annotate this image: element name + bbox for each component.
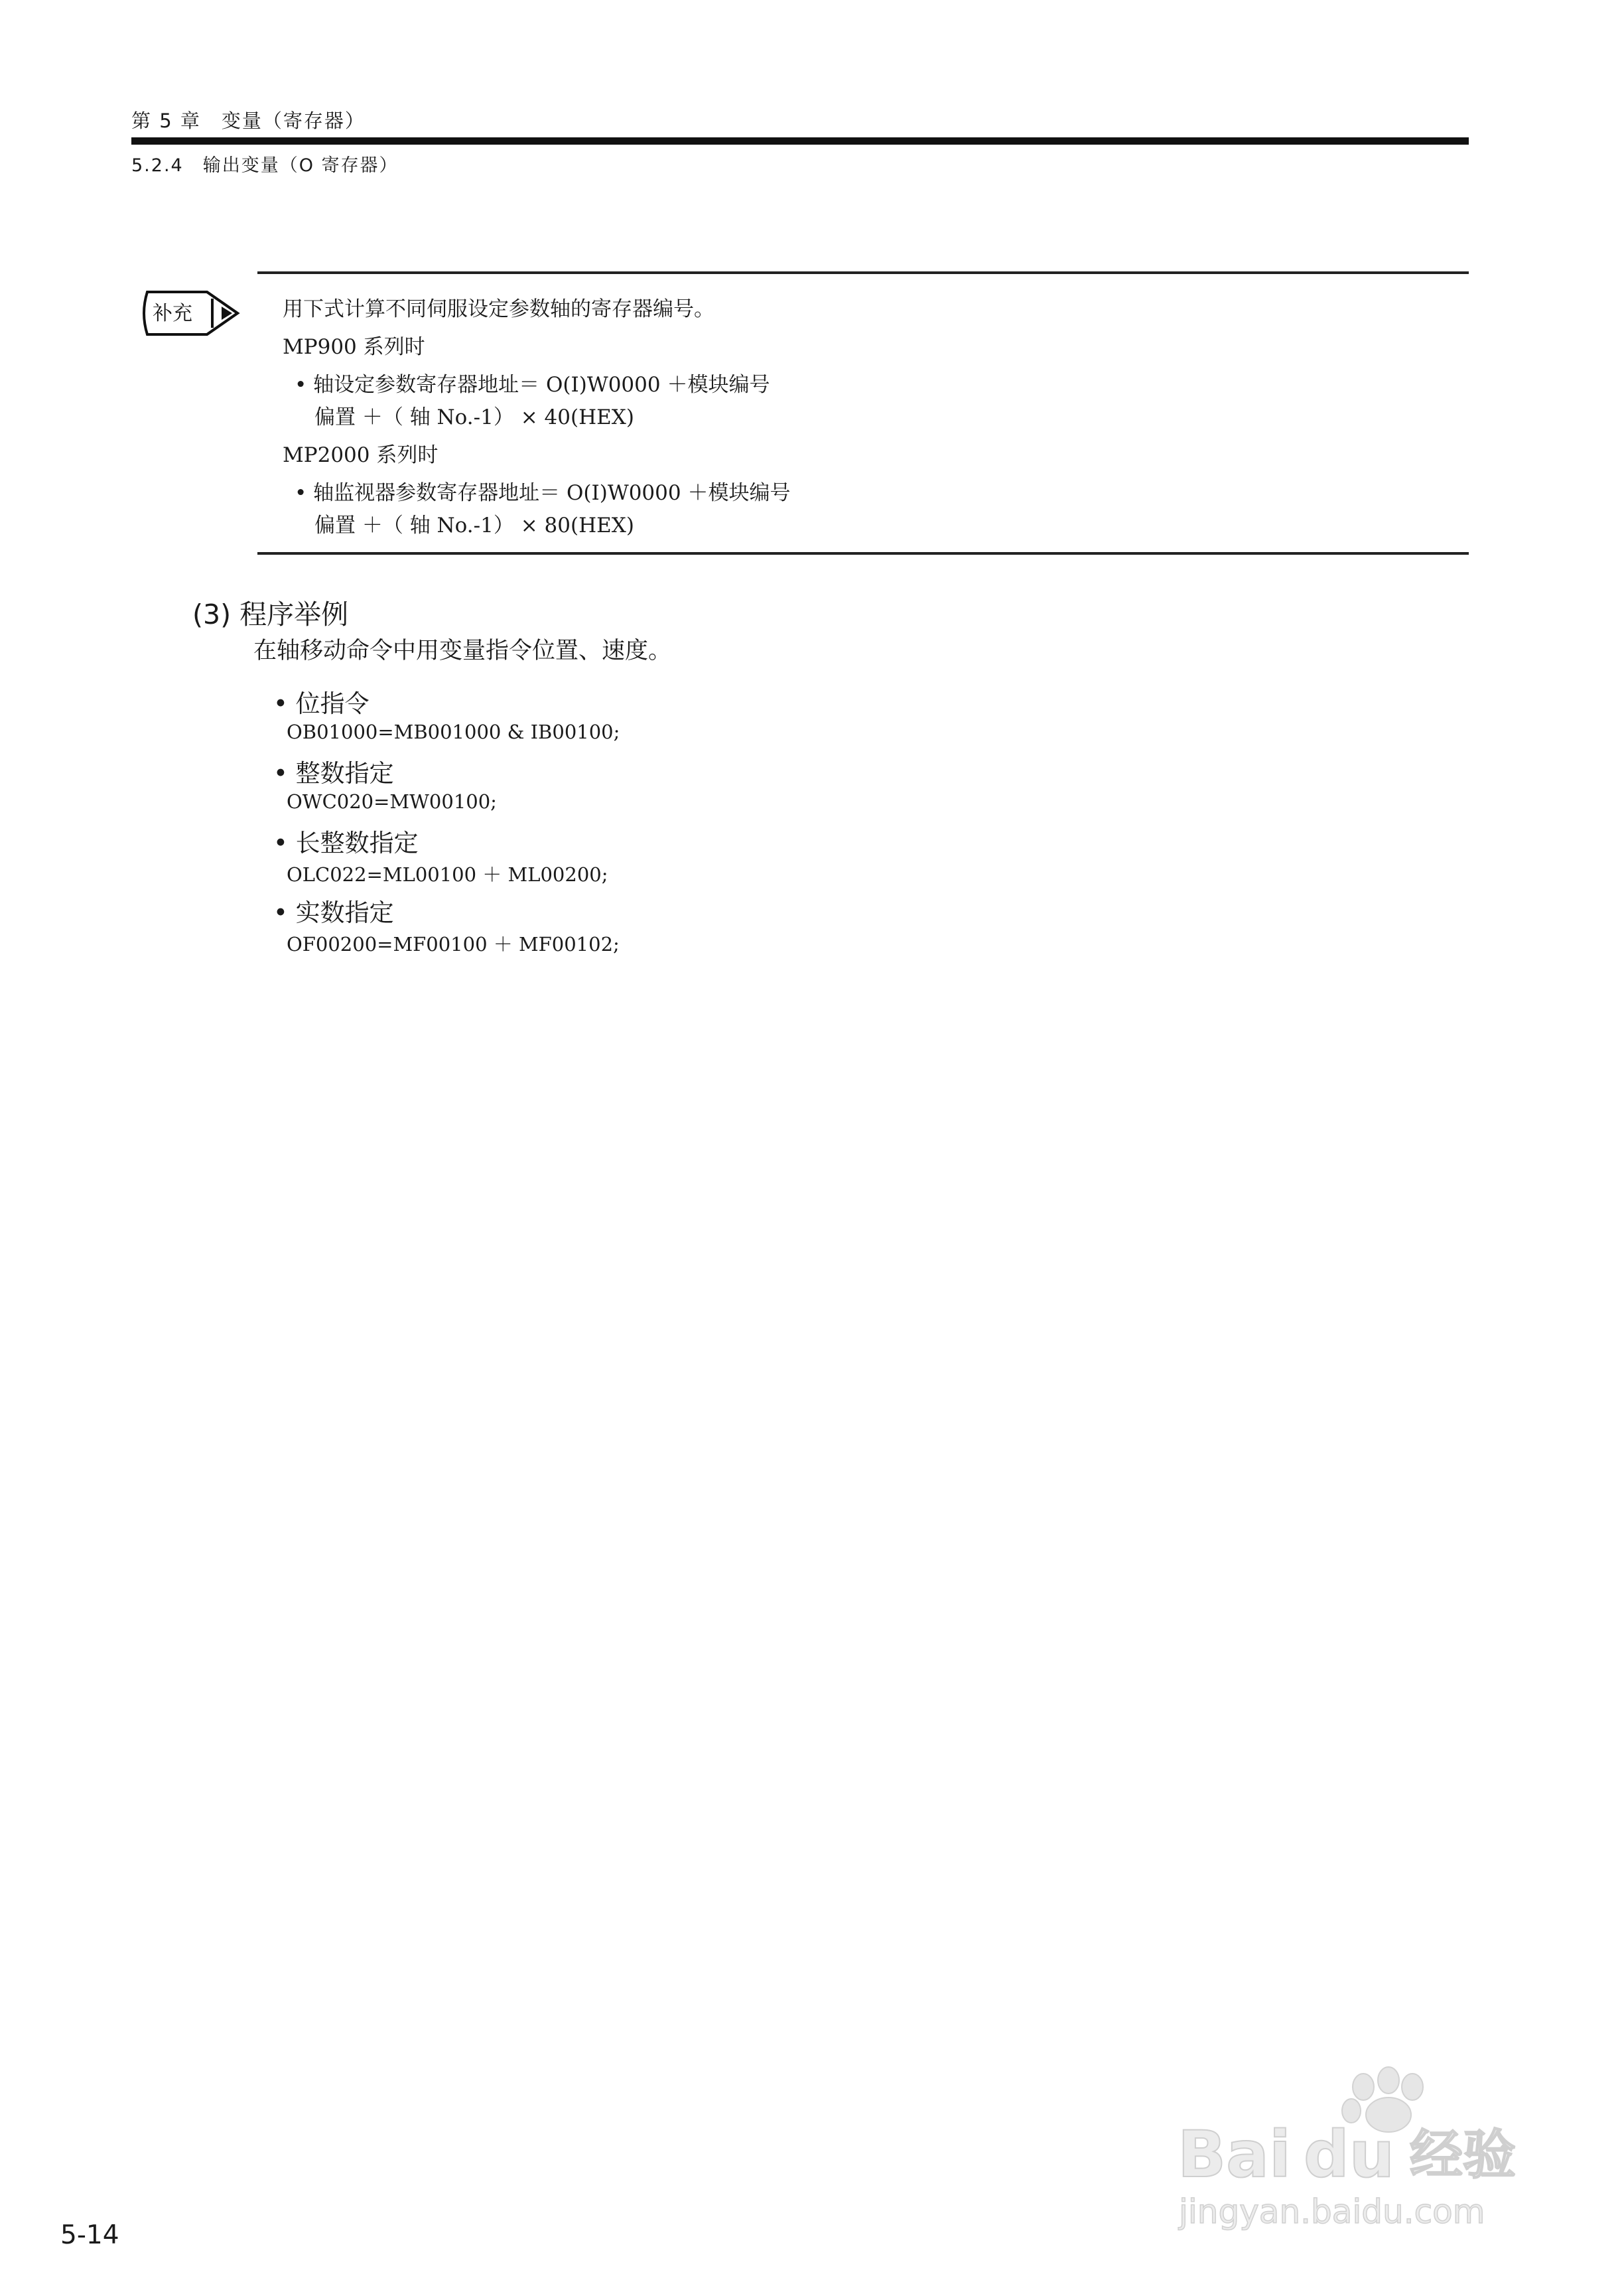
mp900-address-bullet: • 轴设定参数寄存器地址＝ O(I)W0000 ＋模块编号 (295, 373, 770, 397)
chapter-header: 第 5 章 变量（寄存器） (131, 109, 366, 132)
supplement-badge-text: 补充 (153, 302, 192, 325)
list-item-code: OF00200=MF00100 ＋ MF00102; (287, 933, 620, 956)
list-item-code: OLC022=ML00100 ＋ ML00200; (287, 863, 608, 886)
svg-text:du: du (1304, 2117, 1395, 2192)
list-item-label: • 位指令 (273, 689, 370, 718)
note-top-rule (257, 271, 1469, 274)
svg-text:Bai: Bai (1178, 2117, 1291, 2192)
list-item-code: OB01000=MB001000 & IB00100; (287, 721, 620, 743)
list-item-label: • 实数指定 (273, 898, 394, 927)
supplement-pencil-icon (138, 279, 244, 348)
mp2000-offset-formula: 偏置 ＋（ 轴 No.-1） × 80(HEX) (314, 514, 634, 537)
note-intro: 用下式计算不同伺服设定参数轴的寄存器编号。 (283, 297, 714, 321)
mp900-offset-formula: 偏置 ＋（ 轴 No.-1） × 40(HEX) (314, 405, 634, 429)
section-intro: 在轴移动命令中用变量指令位置、速度。 (253, 638, 672, 664)
page-number: 5-14 (60, 2220, 119, 2250)
list-item-label: • 整数指定 (273, 759, 394, 788)
mp2000-address-bullet: • 轴监视器参数寄存器地址＝ O(I)W0000 ＋模块编号 (295, 481, 791, 505)
watermark-url: jingyan.baidu.com (1179, 2192, 1485, 2231)
baidu-jingyan-watermark (1164, 2060, 1562, 2240)
mp900-heading: MP900 系列时 (283, 335, 425, 359)
mp2000-heading: MP2000 系列时 (283, 443, 439, 467)
svg-text:经验: 经验 (1410, 2124, 1516, 2186)
section-title: (3) 程序举例 (192, 599, 349, 630)
list-item-label: • 长整数指定 (273, 829, 419, 857)
list-item-code: OWC020=MW00100; (287, 790, 497, 813)
section-header: 5.2.4 输出变量（O 寄存器） (131, 155, 399, 176)
note-bottom-rule (257, 552, 1469, 555)
header-rule (131, 137, 1469, 145)
